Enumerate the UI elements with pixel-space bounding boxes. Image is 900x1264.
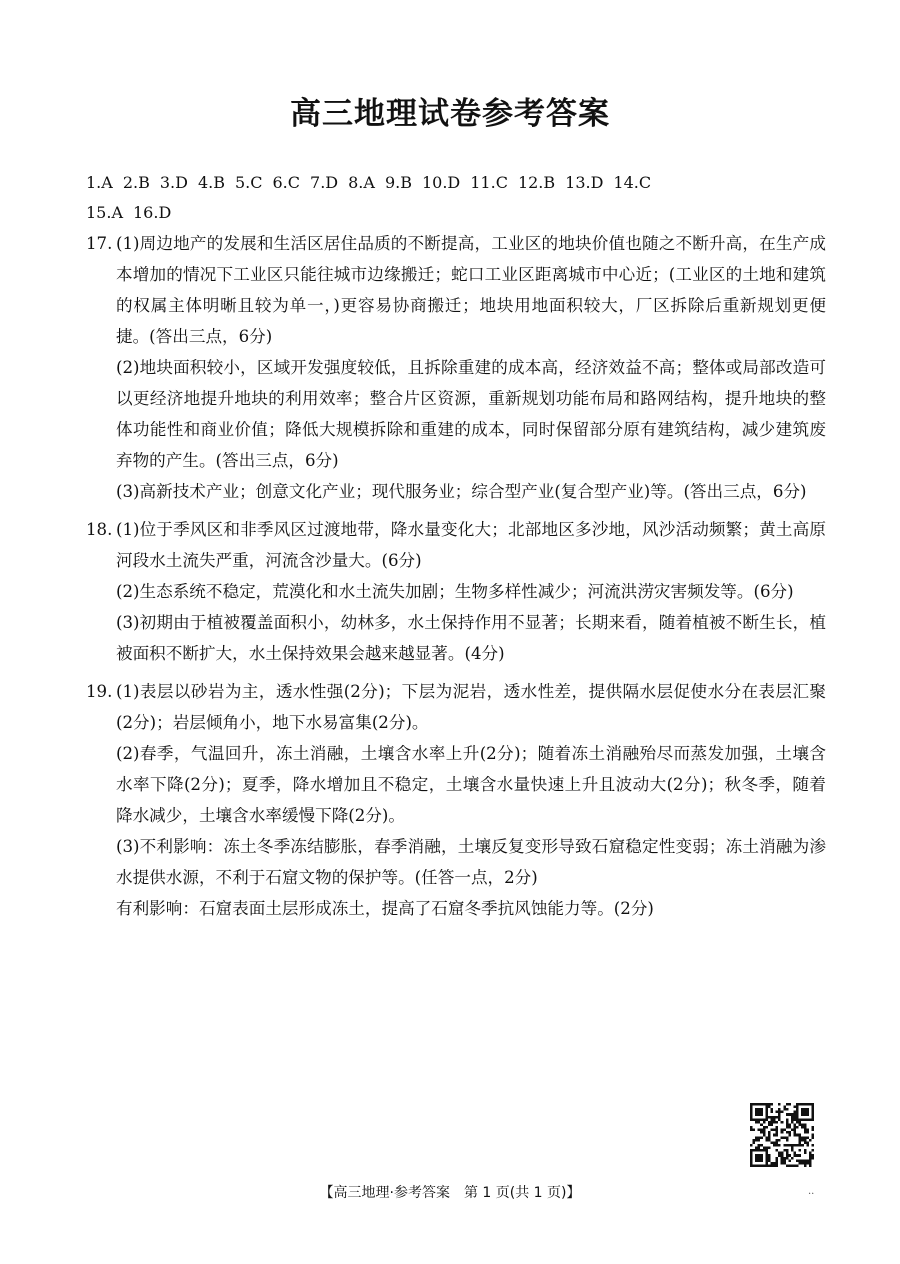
mc-answer: 1.A <box>86 173 113 192</box>
mc-answer: 2.B <box>122 173 150 192</box>
mc-answer: 13.D <box>565 173 604 192</box>
multiple-choice-answers <box>86 168 846 228</box>
answer-part: (2)春季，气温回升，冻土消融，土壤含水率上升(2分)；随着冻土消融殆尽而蒸发加强，土壤含水率下降(2分)；夏季，降水增加且不稳定，土壤含水量快速上升且波动大(2分)；秋冬季，随着降水减少，土壤含水率缓慢下降(2分)。 <box>116 744 826 825</box>
answer-part: (3)初期由于植被覆盖面积小，幼林多，水土保持作用不显著；长期来看，随着植被不断生长，植被面积不断扩大，水土保持效果会越来越显著。(4分) <box>116 613 826 663</box>
answer-part: (1)表层以砂岩为主，透水性强(2分)；下层为泥岩，透水性差，提供隔水层促使水分在表层汇聚(2分)；岩层倾角小，地下水易富集(2分)。 <box>116 682 826 732</box>
answer-part: (3)高新技术产业；创意文化产业；现代服务业；综合型产业(复合型产业)等。(答出三点，6分) <box>116 482 807 501</box>
answer-part: (3)不利影响：冻土冬季冻结膨胀，春季消融，土壤反复变形导致石窟稳定性变弱；冻土消融为渗水提供水源，不利于石窟文物的保护等。(任答一点，2分) <box>116 837 826 887</box>
free-response-answers <box>86 228 826 931</box>
question-number: 18. <box>86 520 113 539</box>
mc-answer: 12.B <box>517 173 556 192</box>
qr-code-icon <box>750 1103 814 1167</box>
answer-part: (2)地块面积较小，区域开发强度较低，且拆除重建的成本高，经济效益不高；整体或局部改造可以更经济地提升地块的利用效率；整合片区资源，重新规划功能布局和路网结构，提升地块的整体功能性和商业价值；降低大规模拆除和重建的成本，同时保留部分原有建筑结构，减少建筑废弃物的产生。(答出三点，6分) <box>116 358 826 470</box>
mc-answer: 9.B <box>384 173 412 192</box>
mc-answer: 5.C <box>234 173 263 192</box>
mc-answer: 8.A <box>348 173 375 192</box>
mc-answer: 6.C <box>272 173 301 192</box>
question-block <box>86 514 826 669</box>
mc-answer: 7.D <box>310 173 339 192</box>
question-number: 19. <box>86 682 113 701</box>
mc-answer: 11.C <box>470 173 508 192</box>
answer-part: (1)周边地产的发展和生活区居住品质的不断提高，工业区的地块价值也随之不断升高，在生产成本增加的情况下工业区只能往城市边缘搬迁；蛇口工业区距离城市中心近；(工业区的土地和建筑的权属主体明晰且较为单一，)更容易协商搬迁；地块用地面积较大，厂区拆除后重新规划更便捷。(答出三点，6分) <box>116 234 826 346</box>
question-number: 17. <box>86 234 113 253</box>
mc-answer: 14.C <box>613 173 652 192</box>
page-footer: 【高三地理·参考答案 第 1 页(共 1 页)】 <box>319 1185 581 1201</box>
mc-answer: 3.D <box>159 173 188 192</box>
answer-part: (1)位于季风区和非季风区过渡地带，降水量变化大；北部地区多沙地，风沙活动频繁；黄土高原河段水土流失严重，河流含沙量大。(6分) <box>116 520 826 570</box>
page-title: 高三地理试卷参考答案 <box>290 96 610 132</box>
mc-answer: 10.D <box>421 173 461 192</box>
answer-part: 有利影响：石窟表面土层形成冻土，提高了石窟冬季抗风蚀能力等。(2分) <box>116 899 654 918</box>
question-block <box>86 228 826 507</box>
mc-answer: 16.D <box>133 203 172 222</box>
mc-answer: 4.B <box>197 173 225 192</box>
question-block <box>86 676 826 924</box>
footer-marks: .. <box>808 1186 815 1197</box>
answer-part: (2)生态系统不稳定，荒漠化和水土流失加剧；生物多样性减少；河流洪涝灾害频发等。(6分) <box>116 582 794 601</box>
mc-row <box>86 198 846 228</box>
mc-answer: 15.A <box>86 203 123 222</box>
mc-row <box>86 168 846 198</box>
